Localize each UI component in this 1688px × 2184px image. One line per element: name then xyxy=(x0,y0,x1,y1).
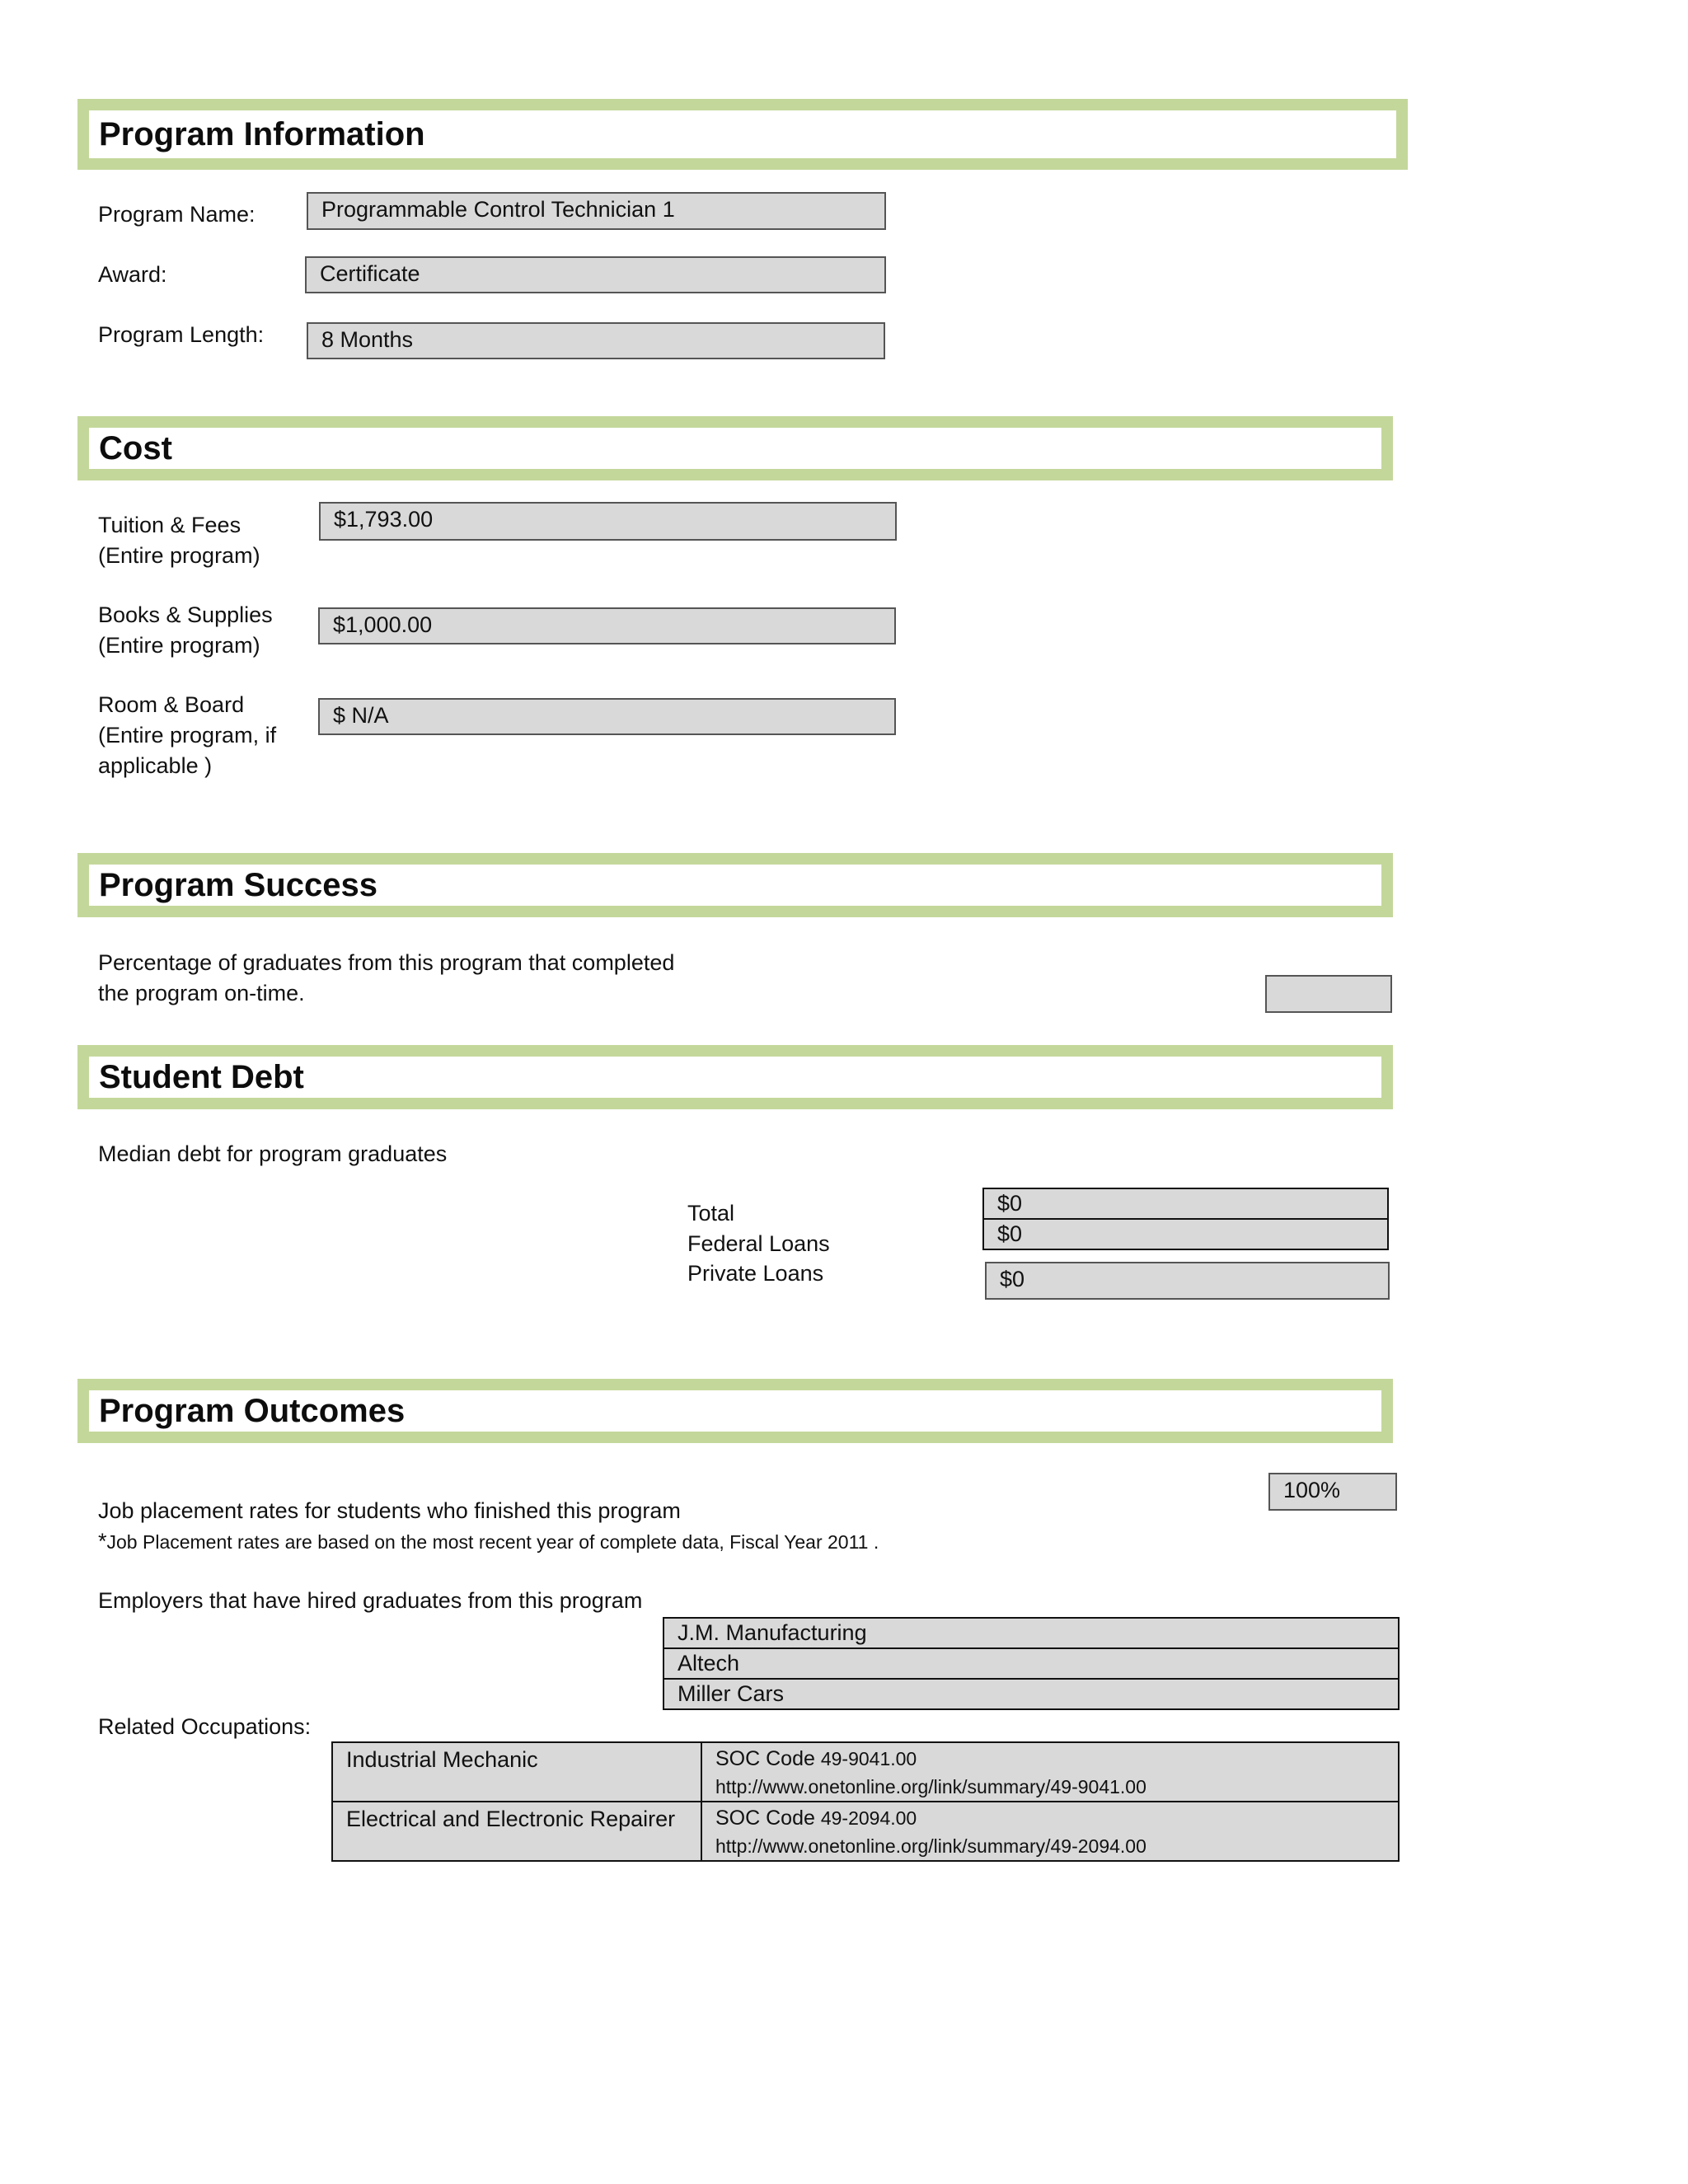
footnote-text: Job Placement rates are based on the most recent year of complete data, Fiscal Year 2011 . xyxy=(106,1531,879,1553)
on-time-completion-description: Percentage of graduates from this program that completed the program on-time. xyxy=(98,950,675,1005)
placement-rate-label: Job placement rates for students who finished this program xyxy=(98,1498,681,1523)
occupation-row xyxy=(332,1802,1399,1861)
section-title: Program Information xyxy=(99,115,425,152)
program-success-header xyxy=(77,853,1393,917)
occupation-soc-cell xyxy=(701,1742,1399,1802)
student-debt-header xyxy=(77,1045,1393,1109)
footnote-asterisk: * xyxy=(98,1529,107,1554)
program-length-field: 8 Months xyxy=(307,322,885,359)
median-debt-description: Median debt for program graduates xyxy=(98,1141,448,1166)
award-label: Award: xyxy=(98,262,167,287)
employer-item: J.M. Manufacturing xyxy=(663,1618,1399,1648)
soc-code-line xyxy=(715,1745,1385,1773)
debt-private-value: $0 xyxy=(985,1262,1390,1300)
occupation-row xyxy=(332,1742,1399,1802)
program-length-label: Program Length: xyxy=(98,322,265,347)
occupation-soc-cell xyxy=(701,1802,1399,1861)
related-occupations-label: Related Occupations: xyxy=(98,1714,312,1739)
employers-label: Employers that have hired graduates from this program xyxy=(98,1588,643,1613)
soc-code-value: 49-9041.00 xyxy=(820,1748,917,1769)
occupations-table xyxy=(331,1741,1400,1862)
books-label: Books & Supplies (Entire program) xyxy=(98,602,273,658)
program-name-label: Program Name: xyxy=(98,202,256,227)
occupation-name: Electrical and Electronic Repairer xyxy=(332,1802,701,1861)
soc-code-line xyxy=(715,1804,1385,1832)
soc-code-prefix: SOC Code xyxy=(715,1747,821,1770)
debt-private-label: Private Loans xyxy=(687,1261,824,1286)
section-title: Program Outcomes xyxy=(99,1392,406,1429)
section-title: Program Success xyxy=(99,866,377,903)
occupation-name: Industrial Mechanic xyxy=(332,1742,701,1802)
debt-federal-value: $0 xyxy=(983,1219,1388,1249)
section-title: Cost xyxy=(99,429,172,466)
program-information-header xyxy=(77,99,1408,170)
tuition-label: Tuition & Fees (Entire program) xyxy=(98,513,260,568)
soc-code-prefix: SOC Code xyxy=(715,1807,821,1830)
program-name-field: Programmable Control Technician 1 xyxy=(307,192,886,230)
room-board-field: $ N/A xyxy=(318,698,896,735)
books-field: $1,000.00 xyxy=(318,607,896,644)
debt-total-value: $0 xyxy=(983,1188,1388,1219)
debt-total-label: Total xyxy=(687,1201,735,1226)
employer-item: Altech xyxy=(663,1648,1399,1679)
onet-link[interactable]: http://www.onetonline.org/link/summary/49-9041.00 xyxy=(715,1776,1146,1797)
award-field: Certificate xyxy=(305,256,886,293)
placement-rate-footnote xyxy=(98,1526,879,1557)
cost-header xyxy=(77,416,1393,480)
soc-code-value: 49-2094.00 xyxy=(820,1807,917,1829)
debt-federal-label: Federal Loans xyxy=(687,1231,830,1256)
section-title: Student Debt xyxy=(99,1058,304,1095)
onet-link[interactable]: http://www.onetonline.org/link/summary/49-2094.00 xyxy=(715,1835,1146,1857)
debt-values-table xyxy=(982,1188,1389,1250)
tuition-field: $1,793.00 xyxy=(319,502,897,541)
employers-table xyxy=(663,1617,1400,1710)
room-board-label: Room & Board (Entire program, if applicable ) xyxy=(98,692,277,778)
program-outcomes-header xyxy=(77,1379,1393,1443)
employer-item: Miller Cars xyxy=(663,1679,1399,1709)
placement-rate-field: 100% xyxy=(1268,1473,1397,1511)
on-time-completion-field xyxy=(1265,975,1392,1013)
